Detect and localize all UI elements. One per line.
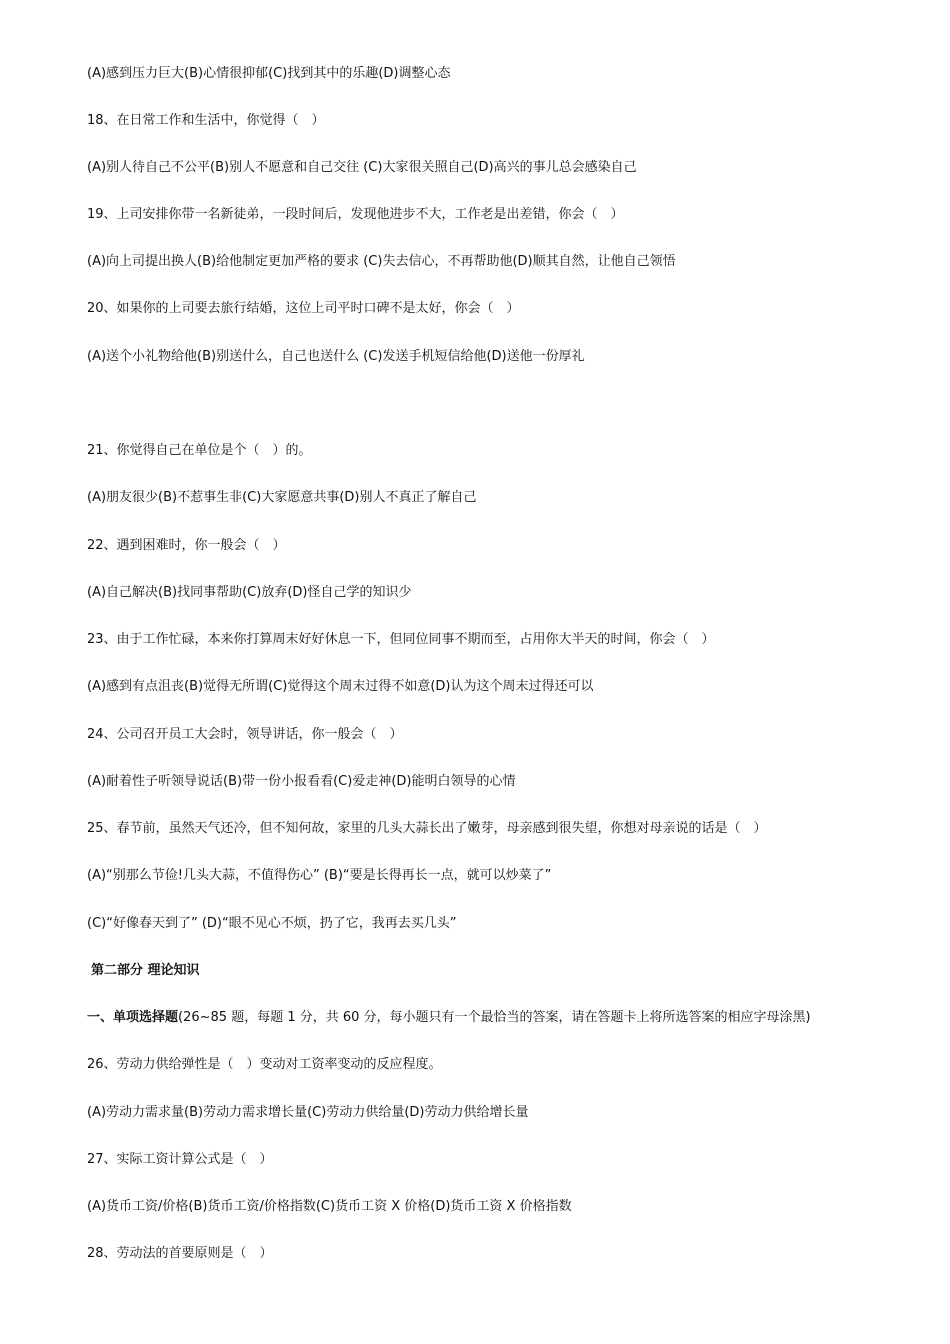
question-20: 20、如果你的上司要去旅行结婚，这位上司平时口碑不是太好，你会（ ） [87,301,520,316]
question-28: 28、劳动法的首要原则是（ ） [87,1246,273,1261]
question-26: 26、劳动力供给弹性是（ ）变动对工资率变动的反应程度。 [87,1057,442,1072]
subsection-heading [87,1009,811,1027]
answer-options-26: (A)劳动力需求量(B)劳动力需求增长量(C)劳动力供给量(D)劳动力供给增长量 [87,1105,529,1120]
answer-options-19: (A)向上司提出换人(B)给他制定更加严格的要求 (C)失去信心，不再帮助他(D)顺其自然，让他自己领悟 [87,254,676,269]
answer-options-20: (A)送个小礼物给他(B)别送什么，自己也送什么 (C)发送手机短信给他(D)送他一份厚礼 [87,349,585,364]
question-23: 23、由于工作忙碌，本来你打算周末好好休息一下，但同位同事不期而至，占用你大半天的时间，你会（ ） [87,632,715,647]
question-27: 27、实际工资计算公式是（ ） [87,1152,273,1167]
section-heading: 第二部分 理论知识 [91,963,200,978]
question-19: 19、上司安排你带一名新徒弟，一段时间后，发现他进步不大，工作老是出差错，你会（ ） [87,207,624,222]
answer-options-25-ab: (A)“别那么节俭!几头大蒜，不值得伤心” (B)“要是长得再长一点，就可以炒菜了” [87,868,552,883]
answer-options-24: (A)耐着性子听领导说话(B)带一份小报看看(C)爱走神(D)能明白领导的心情 [87,774,516,789]
answer-options-18: (A)别人待自己不公平(B)别人不愿意和自己交往 (C)大家很关照自己(D)高兴的事儿总会感染自己 [87,160,637,175]
question-22: 22、遇到困难时，你一般会（ ） [87,538,286,553]
answer-options-25-cd: (C)“好像春天到了” (D)“眼不见心不烦，扔了它，我再去买几头” [87,916,457,931]
question-18: 18、在日常工作和生活中，你觉得（ ） [87,113,325,128]
answer-options-23: (A)感到有点沮丧(B)觉得无所谓(C)觉得这个周末过得不如意(D)认为这个周末过得还可以 [87,679,594,694]
subsection-instructions: (26~85 题，每题 1 分，共 60 分，每小题只有一个最恰当的答案，请在答题卡上将所选答案的相应字母涂黑) [178,1010,811,1025]
answer-options-21: (A)朋友很少(B)不惹事生非(C)大家愿意共事(D)别人不真正了解自己 [87,490,477,505]
question-24: 24、公司召开员工大会时，领导讲话，你一般会（ ） [87,727,403,742]
question-25: 25、春节前，虽然天气还冷，但不知何故，家里的几头大蒜长出了嫩芽，母亲感到很失望，你想对母亲说的话是（ ） [87,821,767,836]
answer-options-27: (A)货币工资/价格(B)货币工资/价格指数(C)货币工资 X 价格(D)货币工资 X 价格指数 [87,1199,572,1214]
answer-options-17: (A)感到压力巨大(B)心情很抑郁(C)找到其中的乐趣(D)调整心态 [87,66,451,81]
question-21: 21、你觉得自己在单位是个（ ）的。 [87,443,312,458]
subsection-title: 一、单项选择题 [87,1010,179,1025]
answer-options-22: (A)自己解决(B)找同事帮助(C)放弃(D)怪自己学的知识少 [87,585,412,600]
